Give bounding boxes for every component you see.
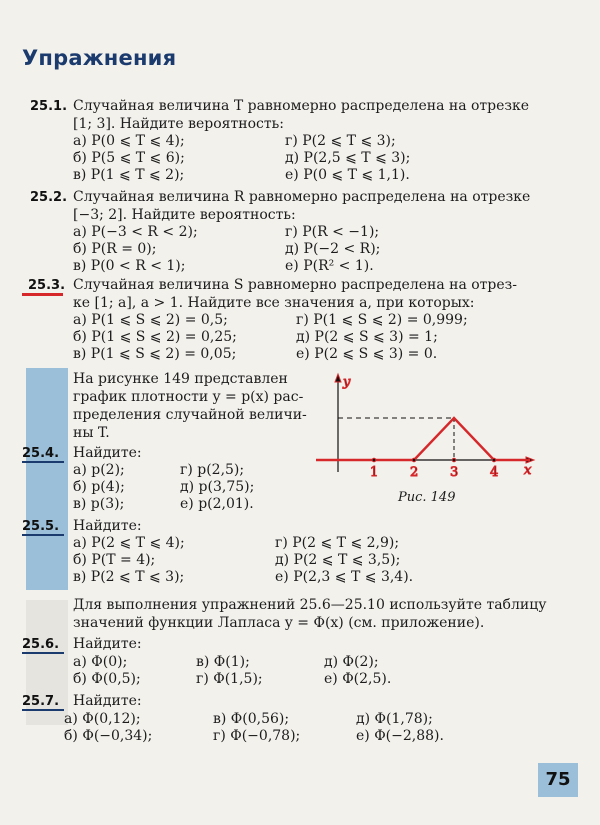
option-a: а) Φ(0); [73,654,128,670]
exercise-underline [22,534,64,536]
option-b: б) P(5 ⩽ T ⩽ 6); [73,150,185,166]
option-v: в) P(1 ⩽ S ⩽ 2) = 0,05; [73,346,237,362]
option-e: е) Φ(2,5). [324,671,392,687]
exercise-text: [−3; 2]. Найдите вероятность: [73,207,296,223]
tick-4 [492,458,496,462]
exercise-title: Найдите: [73,636,142,652]
exercise-underline [22,461,64,463]
option-d: д) p(3,75); [180,479,255,495]
exercise-underline [22,652,64,654]
exercise-number: 25.3. [28,278,66,293]
page-number: 75 [545,769,571,790]
density-graph [308,372,536,482]
intro-text: график плотности y = p(x) рас- [73,389,304,405]
y-label: y [343,375,351,390]
exercise-title: Найдите: [73,693,142,709]
y-axis-arrow [335,374,341,382]
tick-label-3: 3 [450,465,459,480]
intro-text: пределения случайной величи- [73,407,307,423]
tick-label-2: 2 [410,465,419,480]
exercise-number: 25.4. [22,446,60,461]
tick-label-4: 4 [490,465,499,480]
exercise-number: 25.2. [30,190,68,205]
option-e: е) P(2,3 ⩽ T ⩽ 3,4). [275,569,414,585]
exercise-underline [22,293,63,296]
sidebar-band [26,368,68,590]
option-v: в) Φ(0,56); [213,711,290,727]
exercise-text: Случайная величина R равномерно распределена на отрезке [73,189,531,205]
page-title: Упражнения [22,46,177,70]
option-v: в) P(0 < R < 1); [73,258,186,274]
x-label: x [524,463,532,478]
option-b: б) Φ(0,5); [73,671,141,687]
exercise-text: ке [1; a], a > 1. Найдите все значения a, при которых: [73,295,475,311]
exercise-number: 25.1. [30,99,68,114]
exercise-number: 25.6. [22,637,60,652]
intro-text: На рисунке 149 представлен [73,371,288,387]
option-d: д) P(−2 < R); [285,241,381,257]
option-d: д) P(2 ⩽ T ⩽ 3,5); [275,552,401,568]
option-e: е) P(2 ⩽ S ⩽ 3) = 0. [296,346,438,362]
option-a: а) P(0 ⩽ T ⩽ 4); [73,133,185,149]
option-a: а) P(2 ⩽ T ⩽ 4); [73,535,185,551]
option-e: е) P(R² < 1). [285,258,374,274]
option-d: д) Φ(1,78); [356,711,433,727]
tick-label-1: 1 [370,465,379,480]
option-g: г) P(1 ⩽ S ⩽ 2) = 0,999; [296,312,468,328]
exercise-title: Найдите: [73,518,142,534]
option-g: г) Φ(−0,78); [213,728,301,744]
option-e: е) Φ(−2,88). [356,728,444,744]
option-e: е) p(2,01). [180,496,254,512]
option-v: в) P(1 ⩽ T ⩽ 2); [73,167,185,183]
laplace-text: значений функции Лапласа y = Φ(x) (см. приложение). [73,615,485,631]
exercise-text: [1; 3]. Найдите вероятность: [73,116,284,132]
option-d: д) P(2,5 ⩽ T ⩽ 3); [285,150,411,166]
option-b: б) Φ(−0,34); [64,728,153,744]
option-g: г) P(2 ⩽ T ⩽ 3); [285,133,396,149]
option-a: а) P(−3 < R < 2); [73,224,198,240]
tick-1 [372,458,376,462]
tick-3 [452,458,456,462]
exercise-number: 25.5. [22,519,60,534]
tick-2 [412,458,416,462]
option-g: г) Φ(1,5); [196,671,263,687]
option-d: д) P(2 ⩽ S ⩽ 3) = 1; [296,329,438,345]
option-b: б) P(T = 4); [73,552,156,568]
laplace-text: Для выполнения упражнений 25.6—25.10 используйте таблицу [73,597,547,613]
figure-caption: Рис. 149 [398,490,456,505]
exercise-text: Случайная величина S равномерно распределена на отрез- [73,277,518,293]
option-b: б) P(1 ⩽ S ⩽ 2) = 0,25; [73,329,237,345]
exercise-number: 25.7. [22,694,60,709]
option-e: е) P(0 ⩽ T ⩽ 1,1). [285,167,410,183]
option-b: б) p(4); [73,479,125,495]
option-b: б) P(R = 0); [73,241,157,257]
exercise-underline [22,709,64,711]
option-a: а) p(2); [73,462,125,478]
option-g: г) p(2,5); [180,462,245,478]
intro-text: ны T. [73,425,110,441]
option-v: в) Φ(1); [196,654,250,670]
option-v: в) p(3); [73,496,125,512]
option-a: а) Φ(0,12); [64,711,141,727]
option-v: в) P(2 ⩽ T ⩽ 3); [73,569,185,585]
exercise-text: Случайная величина T равномерно распределена на отрезке [73,98,530,114]
option-g: г) P(R < −1); [285,224,380,240]
option-g: г) P(2 ⩽ T ⩽ 2,9); [275,535,400,551]
exercise-title: Найдите: [73,445,142,461]
option-d: д) Φ(2); [324,654,379,670]
option-a: а) P(1 ⩽ S ⩽ 2) = 0,5; [73,312,228,328]
